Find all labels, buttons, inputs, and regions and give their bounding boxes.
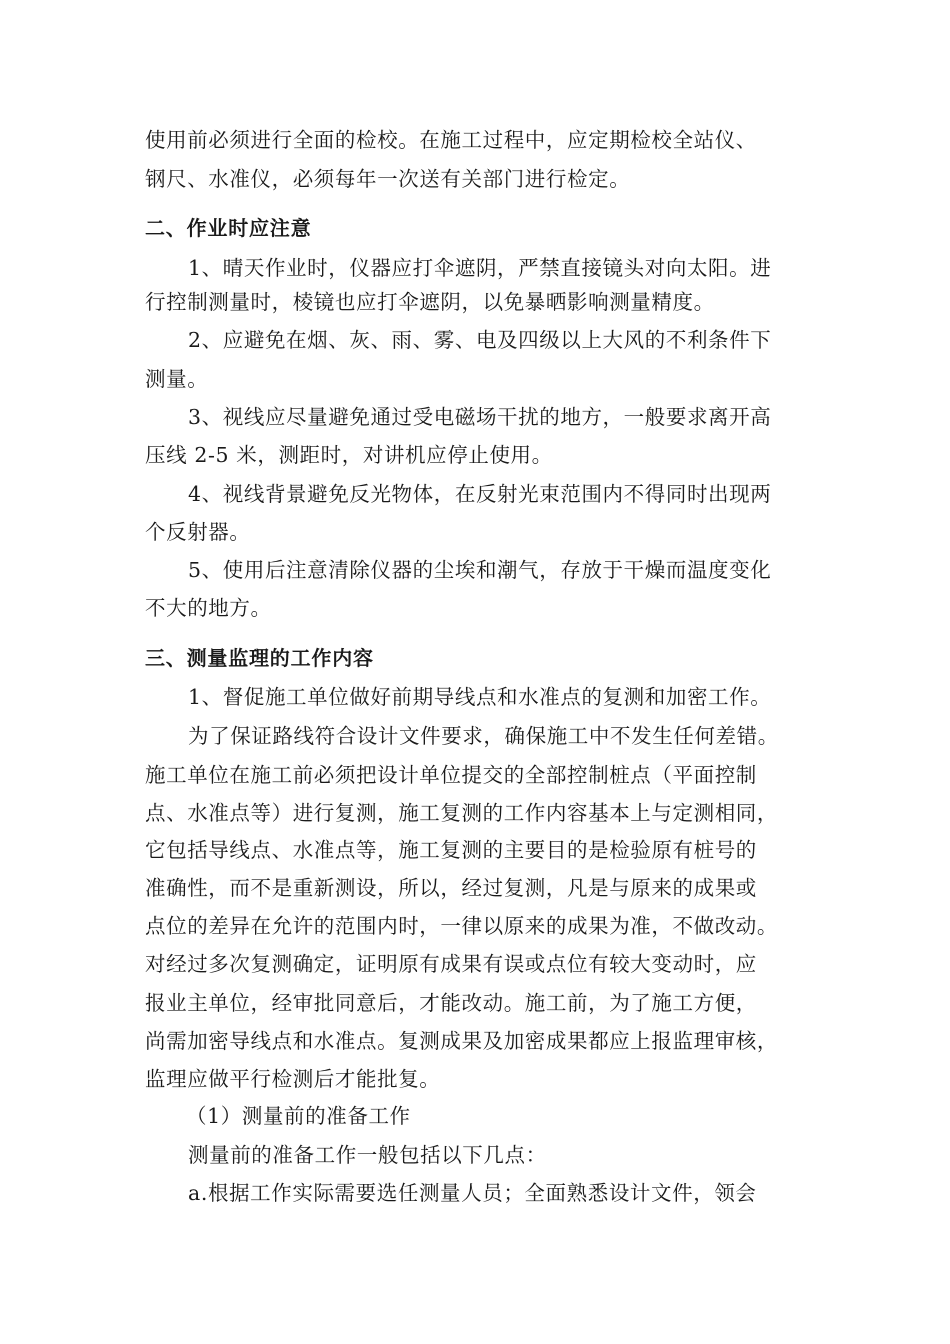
body-text-line: 点位的差异在允许的范围内时，一律以原来的成果为准，不做改动。 bbox=[145, 914, 778, 938]
body-text-line: 测量。 bbox=[145, 367, 209, 391]
body-text-line: 施工单位在施工前必须把设计单位提交的全部控制桩点（平面控制 bbox=[145, 763, 757, 787]
body-text-line: 监理应做平行检测后才能批复。 bbox=[145, 1067, 441, 1091]
body-text-line: 使用前必须进行全面的检校。在施工过程中，应定期检校全站仪、 bbox=[145, 128, 757, 152]
body-text-line: a.根据工作实际需要选任测量人员；全面熟悉设计文件，领会 bbox=[188, 1181, 757, 1205]
section-heading-3: 三、测量监理的工作内容 bbox=[145, 646, 374, 670]
section-heading-2: 二、作业时应注意 bbox=[145, 216, 312, 240]
body-text-line: 准确性，而不是重新测设，所以，经过复测，凡是与原来的成果或 bbox=[145, 876, 757, 900]
body-text-line: 4、视线背景避免反光物体，在反射光束范围内不得同时出现两 bbox=[188, 482, 772, 506]
body-text-line: 报业主单位，经审批同意后，才能改动。施工前，为了施工方便， bbox=[145, 991, 757, 1015]
body-text-line: 3、视线应尽量避免通过受电磁场干扰的地方，一般要求离开高 bbox=[188, 405, 772, 429]
body-text-line: 1、督促施工单位做好前期导线点和水准点的复测和加密工作。 bbox=[188, 685, 772, 709]
body-text-line: 它包括导线点、水准点等，施工复测的主要目的是检验原有桩号的 bbox=[145, 838, 757, 862]
body-text-line: 不大的地方。 bbox=[145, 596, 272, 620]
body-text-line: 尚需加密导线点和水准点。复测成果及加密成果都应上报监理审核， bbox=[145, 1029, 778, 1053]
body-text-line: 压线 2-5 米，测距时，对讲机应停止使用。 bbox=[145, 443, 553, 467]
body-text-line: 行控制测量时，棱镜也应打伞遮阴，以免暴晒影响测量精度。 bbox=[145, 290, 715, 314]
body-text-line: 2、应避免在烟、灰、雨、雾、电及四级以上大风的不利条件下 bbox=[188, 328, 772, 352]
body-text-line: 为了保证路线符合设计文件要求，确保施工中不发生任何差错。 bbox=[188, 724, 779, 748]
body-text-line: 钢尺、水准仪，必须每年一次送有关部门进行检定。 bbox=[145, 167, 631, 191]
subsection-heading: （1）测量前的准备工作 bbox=[186, 1104, 411, 1128]
body-text-line: 1、晴天作业时，仪器应打伞遮阴，严禁直接镜头对向太阳。进 bbox=[188, 256, 772, 280]
body-text-line: 测量前的准备工作一般包括以下几点： bbox=[188, 1143, 547, 1167]
body-text-line: 5、使用后注意清除仪器的尘埃和潮气，存放于干燥而温度变化 bbox=[188, 558, 772, 582]
body-text-line: 点、水准点等）进行复测，施工复测的工作内容基本上与定测相同， bbox=[145, 801, 778, 825]
body-text-line: 对经过多次复测确定，证明原有成果有误或点位有较大变动时，应 bbox=[145, 952, 757, 976]
body-text-line: 个反射器。 bbox=[145, 520, 251, 544]
